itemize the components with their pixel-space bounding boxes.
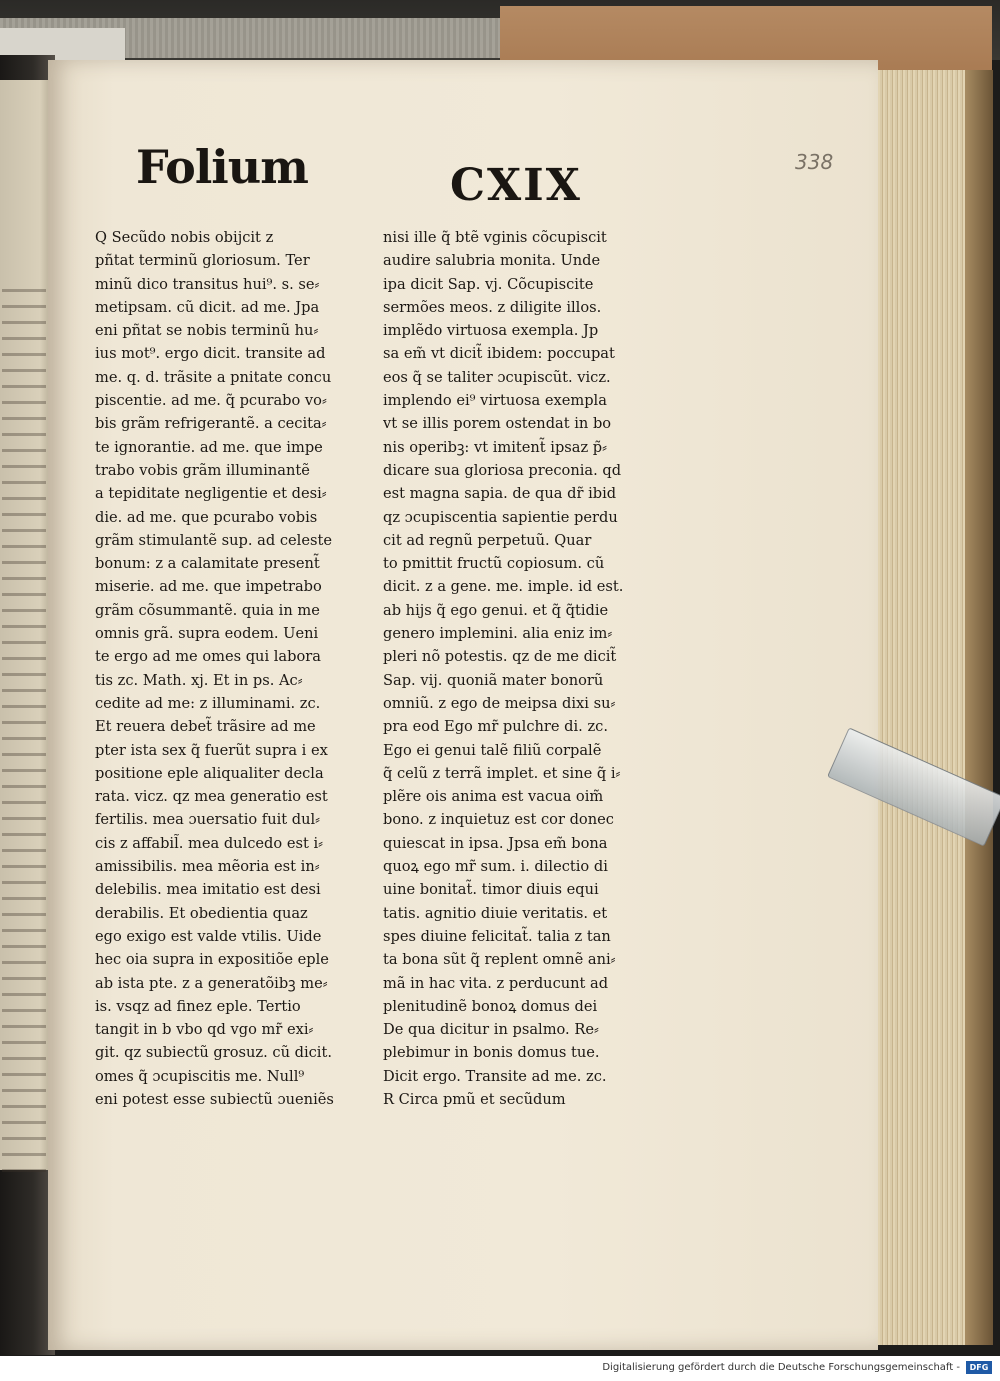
right-text-column: [383, 226, 658, 1111]
text-line: pleri nõ potestis. qz de me dicit̃: [383, 648, 617, 666]
text-line: grãm cõsummantẽ. quia in me: [95, 601, 320, 619]
text-line: bono. z inquietuz est cor donec: [383, 811, 614, 829]
text-line: amissibilis. mea mẽoria est in⸗: [95, 858, 320, 876]
running-head-folium: Folium: [136, 140, 308, 194]
text-line: Ego ei genui talẽ filiũ corpalẽ: [383, 741, 602, 759]
text-line: eni potest esse subiectũ ɔueniẽs: [95, 1090, 334, 1108]
text-line: hec oia supra in expositiõe eple: [95, 951, 329, 969]
text-line: dicare sua gloriosa preconia. qd: [383, 461, 622, 479]
text-line: ab hijs q̃ ego genui. et q̃ q̃tidie: [383, 601, 609, 619]
page-stack-edges: [875, 70, 972, 1345]
text-line: nisi ille q̃ btẽ vginis cõcupiscit: [383, 229, 607, 246]
text-line: pter ista sex q̃ fuerũt supra i ex: [95, 741, 328, 759]
text-line: trabo vobis grãm illuminantẽ: [95, 461, 310, 479]
text-line: implendo ei⁹ virtuosa exempla: [383, 392, 607, 410]
text-line: cedite ad me: z illuminami. zc.: [95, 694, 321, 712]
text-line: plebimur in bonis domus tue.: [383, 1044, 600, 1062]
text-line: audire salubria monita. Unde: [383, 252, 601, 270]
text-line: R Circa pmũ et secũdum: [383, 1090, 566, 1108]
text-line: Et reuera debet̃ trãsire ad me: [95, 718, 316, 736]
left-text-column: [95, 226, 365, 1111]
text-line: grãm stimulantẽ sup. ad celeste: [95, 531, 332, 549]
facing-page-edge: [0, 80, 50, 1170]
text-line: pñtat terminũ gloriosum. Ter: [95, 252, 310, 270]
text-line: minũ dico transitus hui⁹. s. se⸗: [95, 275, 320, 293]
text-line: q̃ celũ z terrã implet. et sine q̃ i⸗: [383, 764, 621, 782]
text-line: ab ista pte. z a generatõibꝫ me⸗: [95, 974, 328, 992]
text-line: est magna sapia. de qua dr̃ ibid: [383, 485, 617, 503]
text-line: delebilis. mea imitatio est desi: [95, 881, 321, 899]
text-line: quiescat in ipsa. Jpsa em̃ bona: [383, 834, 608, 852]
text-line: genero implemini. alia eniz im⸗: [383, 625, 613, 643]
text-line: eos q̃ se taliter ɔcupiscũt. vicz.: [383, 368, 611, 386]
page-stack-shadow: [965, 70, 993, 1345]
text-line: Sap. vij. quoniã mater bonorũ: [383, 671, 604, 689]
text-line: is. vsqz ad finez eple. Tertio: [95, 997, 301, 1015]
text-line: nis operibꝫ: vt imitent̃ ipsaz p̃⸗: [383, 438, 608, 456]
text-line: tangit in b vbo qd vgo mr̃ exi⸗: [95, 1021, 314, 1039]
text-line: me. q. d. trãsite a pnitate concu: [95, 368, 332, 386]
text-line: plẽre ois anima est vacua oim̃: [383, 788, 604, 806]
text-line: spes diuine felicitat̃. talia z tan: [383, 927, 611, 945]
text-line: eni pñtat se nobis terminũ hu⸗: [95, 322, 319, 340]
text-line: te ergo ad me omes qui labora: [95, 648, 321, 666]
text-line: tatis. agnitio diuie veritatis. et: [383, 904, 608, 922]
text-line: sa em̃ vt dicit̃ ibidem: poccupat: [383, 345, 615, 363]
text-line: De qua dicitur in psalmo. Re⸗: [383, 1021, 599, 1039]
text-line: bonum: z a calamitate present̃: [95, 555, 320, 573]
text-line: omes q̃ ɔcupiscitis me. Null⁹: [95, 1067, 305, 1085]
text-line: mã in hac vita. z perducunt ad: [383, 974, 609, 992]
text-line: fertilis. mea ɔuersatio fuit dul⸗: [95, 811, 321, 829]
text-line: positione eple aliqualiter decla: [95, 764, 324, 782]
text-line: Dicit ergo. Transite ad me. zc.: [383, 1067, 607, 1085]
dfg-logo: DFG: [966, 1361, 992, 1374]
text-line: ipa dicit Sap. vj. Cõcupiscite: [383, 275, 594, 293]
text-line: die. ad me. que pcurabo vobis: [95, 508, 318, 526]
text-line: git. qz subiectũ grosuz. cũ dicit.: [95, 1044, 332, 1062]
text-line: plenitudinẽ bonoꝝ domus dei: [383, 997, 598, 1015]
text-line: te ignorantie. ad me. que impe: [95, 438, 323, 456]
text-line: quoꝝ ego mr̃ sum. i. dilectio di: [383, 858, 608, 876]
text-line: uine bonitat̃. timor diuis equi: [383, 881, 599, 899]
text-line: rata. vicz. qz mea generatio est: [95, 788, 328, 806]
text-line: ego exigo est valde vtilis. Uide: [95, 927, 322, 945]
text-line: ius mot⁹. ergo dicit. transite ad: [95, 345, 326, 363]
text-line: cit ad regnũ perpetuũ. Quar: [383, 531, 592, 549]
text-line: vt se illis porem ostendat in bo: [383, 415, 612, 433]
pencil-foliation: 338: [795, 150, 834, 174]
text-line: piscentie. ad me. q̃ pcurabo vo⸗: [95, 392, 327, 410]
text-line: ta bona sũt q̃ replent omnẽ ani⸗: [383, 951, 616, 969]
text-line: dicit. z a gene. me. imple. id est.: [383, 578, 624, 596]
text-line: derabilis. Et obedientia quaz: [95, 904, 308, 922]
digitization-credit: Digitalisierung gefördert durch die Deutsche Forschungsgemeinschaft -: [602, 1362, 960, 1373]
text-line: Q Secũdo nobis obijcit z: [95, 229, 274, 246]
folio-number: CXIX: [450, 160, 582, 211]
text-line: sermões meos. z diligite illos.: [383, 298, 602, 316]
text-line: pra eod Ego mr̃ pulchre di. zc.: [383, 718, 608, 736]
text-line: omniũ. z ego de meipsa dixi su⸗: [383, 694, 616, 712]
text-line: a tepiditate negligentie et desi⸗: [95, 485, 327, 503]
text-line: to pmittit fructũ copiosum. cũ: [383, 555, 605, 573]
text-line: qz ɔcupiscentia sapientie perdu: [383, 508, 618, 526]
text-line: cis z affabil̃. mea dulcedo est i⸗: [95, 834, 323, 852]
text-line: miserie. ad me. que impetrabo: [95, 578, 322, 596]
text-line: metipsam. cũ dicit. ad me. Jpa: [95, 298, 320, 316]
text-line: tis zc. Math. xj. Et in ps. Ac⸗: [95, 671, 303, 689]
text-line: omnis grã. supra eodem. Ueni: [95, 625, 319, 643]
text-line: implẽdo virtuosa exempla. Jp: [383, 322, 599, 340]
text-line: bis grãm refrigerantẽ. a cecita⸗: [95, 415, 327, 433]
facing-page-text-lines: [2, 280, 46, 1180]
